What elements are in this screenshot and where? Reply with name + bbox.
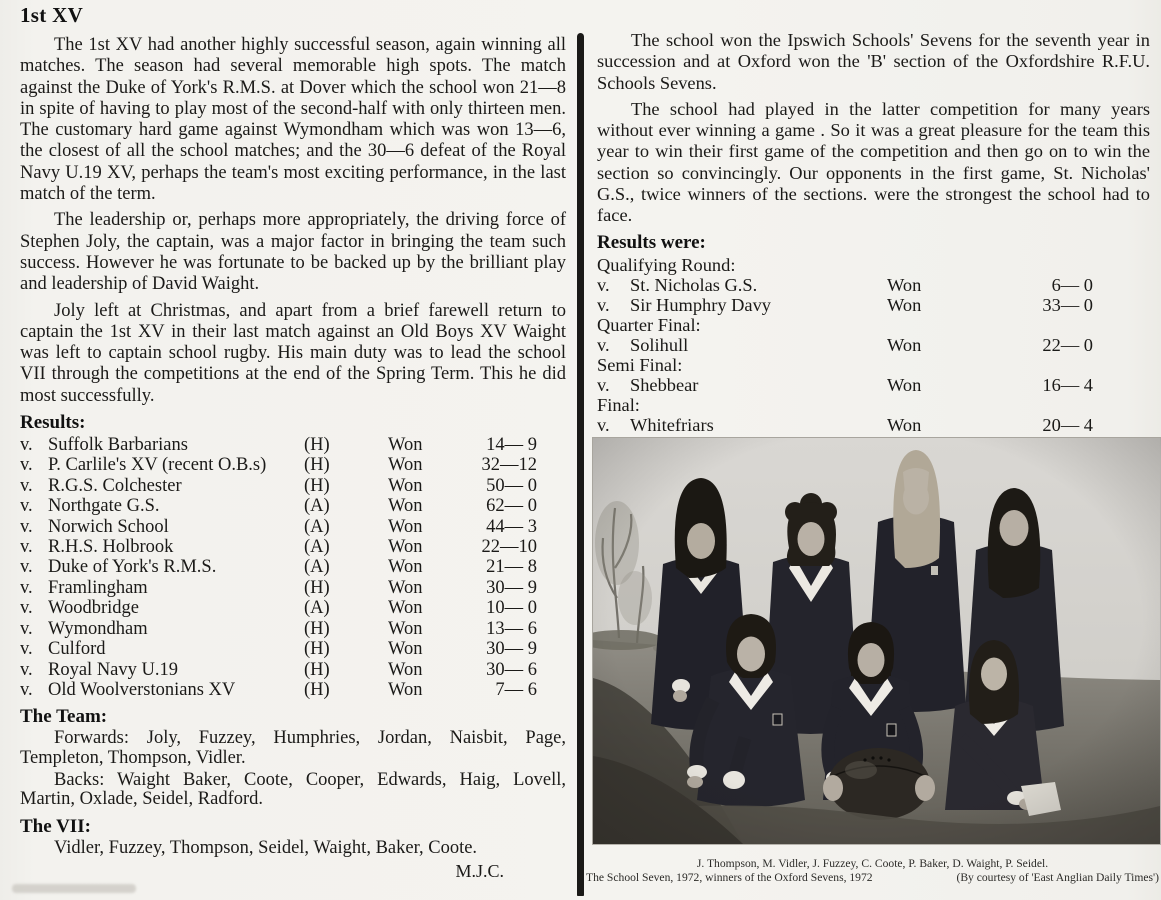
page-title: 1st XV xyxy=(20,3,84,27)
venue-indicator: (H) xyxy=(304,577,330,598)
team-photo xyxy=(592,437,1161,845)
result-row xyxy=(20,557,566,577)
result-row xyxy=(20,537,566,557)
result-row xyxy=(20,578,566,598)
match-score: 30— 9 xyxy=(486,639,537,660)
result-row xyxy=(20,455,566,475)
round-header-row xyxy=(597,315,1117,335)
match-score: 6— 0 xyxy=(1051,274,1093,295)
versus-label: v. xyxy=(597,274,610,295)
match-outcome: Won xyxy=(887,294,922,315)
venue-indicator: (H) xyxy=(304,435,330,456)
match-outcome: Won xyxy=(388,598,423,619)
result-row xyxy=(20,680,566,700)
venue-indicator: (A) xyxy=(304,598,330,619)
opponent-name: Shebbear xyxy=(630,374,699,395)
match-score: 30— 6 xyxy=(486,659,537,680)
author-initials: M.J.C. xyxy=(455,861,504,882)
match-score: 20— 4 xyxy=(1042,414,1093,435)
match-outcome: Won xyxy=(887,414,922,435)
opponent-name: R.G.S. Colchester xyxy=(48,475,182,496)
round-label: Semi Final: xyxy=(597,354,683,375)
versus-label: v. xyxy=(20,598,33,619)
match-outcome: Won xyxy=(887,274,922,295)
result-row xyxy=(20,660,566,680)
versus-label: v. xyxy=(20,435,33,456)
sevens-result-row xyxy=(597,335,1117,355)
match-score: 62— 0 xyxy=(486,496,537,517)
sevens-result-row xyxy=(597,375,1117,395)
opponent-name: Old Woolverstonians XV xyxy=(48,679,236,700)
match-outcome: Won xyxy=(388,557,423,578)
match-outcome: Won xyxy=(388,496,423,517)
match-score: 10— 0 xyxy=(486,598,537,619)
opponent-name: Solihull xyxy=(630,334,689,355)
opponent-name: Suffolk Barbarians xyxy=(48,435,188,456)
match-score: 30— 9 xyxy=(486,577,537,598)
versus-label: v. xyxy=(20,455,33,476)
paragraph-sevens-wins: The school won the Ipswich Schools' Sevens for the seventh year in succession and at Oxford won the 'B' section of the Oxfordshire R.F.U. Schools Sevens. xyxy=(597,30,1150,93)
opponent-name: Whitefriars xyxy=(630,414,714,435)
versus-label: v. xyxy=(597,414,610,435)
match-score: 21— 8 xyxy=(486,557,537,578)
result-row xyxy=(20,598,566,618)
sevens-result-row xyxy=(597,415,1117,435)
match-score: 22— 0 xyxy=(1042,334,1093,355)
results-heading: Results: xyxy=(20,412,86,434)
match-outcome: Won xyxy=(388,435,423,456)
versus-label: v. xyxy=(597,334,610,355)
match-outcome: Won xyxy=(388,537,423,558)
round-label: Quarter Final: xyxy=(597,314,701,335)
opponent-name: R.H.S. Holbrook xyxy=(48,537,174,558)
sevens-result-row xyxy=(597,275,1117,295)
versus-label: v. xyxy=(20,659,33,680)
paragraph-season-summary: The 1st XV had another highly successful season, again winning all matches. The season had several memorable high spots. The match against the Duke of York's R.M.S. at Dover which the school won 21—8 in spite of having to play most of the second-half with only thirteen men. The customary hard game against Wymondham which was won 13—6, the closest of all the school matches; and the 30—6 defeat of the Royal Navy U.19 XV, perhaps the team's most exciting performance, in the last match of the term. xyxy=(20,35,566,205)
match-score: 22—10 xyxy=(481,537,537,558)
round-label: Qualifying Round: xyxy=(597,254,736,275)
sevens-results-table xyxy=(597,255,1117,435)
sevens-results-heading: Results were: xyxy=(597,231,706,253)
venue-indicator: (H) xyxy=(304,659,330,680)
match-outcome: Won xyxy=(388,516,423,537)
opponent-name: St. Nicholas G.S. xyxy=(630,274,758,295)
match-score: 44— 3 xyxy=(486,516,537,537)
opponent-name: Royal Navy U.19 xyxy=(48,659,178,680)
versus-label: v. xyxy=(597,294,610,315)
venue-indicator: (A) xyxy=(304,537,330,558)
sevens-result-row xyxy=(597,295,1117,315)
backs-list: Backs: Waight Baker, Coote, Cooper, Edwards, Haig, Lovell, Martin, Oxlade, Seidel, Radford. xyxy=(20,769,566,809)
opponent-name: Northgate G.S. xyxy=(48,496,160,517)
opponent-name: Norwich School xyxy=(48,516,169,537)
match-outcome: Won xyxy=(388,618,423,639)
opponent-name: Wymondham xyxy=(48,618,148,639)
round-header-row xyxy=(597,355,1117,375)
venue-indicator: (A) xyxy=(304,557,330,578)
match-outcome: Won xyxy=(388,577,423,598)
match-outcome: Won xyxy=(388,475,423,496)
result-row xyxy=(20,435,566,455)
result-row xyxy=(20,517,566,537)
match-outcome: Won xyxy=(388,679,423,700)
venue-indicator: (A) xyxy=(304,496,330,517)
match-score: 14— 9 xyxy=(486,435,537,456)
photo-caption-title: The School Seven, 1972, winners of the Oxford Sevens, 1972 xyxy=(586,871,873,884)
match-score: 33— 0 xyxy=(1042,294,1093,315)
venue-indicator: (H) xyxy=(304,679,330,700)
match-outcome: Won xyxy=(388,659,423,680)
print-smudge xyxy=(12,884,136,893)
team-heading: The Team: xyxy=(20,706,108,728)
paragraph-leadership: The leadership or, perhaps more appropriately, the driving force of Stephen Joly, the captain, was a major factor in bringing the team such success. However he was fortunate to be backed up by the brilliant play and leadership of David Waight. xyxy=(20,210,566,295)
versus-label: v. xyxy=(20,516,33,537)
match-outcome: Won xyxy=(887,334,922,355)
venue-indicator: (H) xyxy=(304,475,330,496)
opponent-name: Sir Humphry Davy xyxy=(630,294,771,315)
result-row xyxy=(20,496,566,516)
versus-label: v. xyxy=(20,537,33,558)
match-score: 13— 6 xyxy=(486,618,537,639)
photo-caption xyxy=(586,857,1159,884)
versus-label: v. xyxy=(20,577,33,598)
forwards-list: Forwards: Joly, Fuzzey, Humphries, Jordan, Naisbit, Page, Templeton, Thompson, Vidler. xyxy=(20,728,566,768)
vii-list: Vidler, Fuzzey, Thompson, Seidel, Waight, Baker, Coote. xyxy=(54,838,478,859)
opponent-name: Woodbridge xyxy=(48,598,139,619)
vii-heading: The VII: xyxy=(20,816,91,838)
venue-indicator: (H) xyxy=(304,455,330,476)
match-score: 50— 0 xyxy=(486,475,537,496)
round-header-row xyxy=(597,395,1117,415)
result-row xyxy=(20,619,566,639)
versus-label: v. xyxy=(20,496,33,517)
paragraph-joly-waight: Joly left at Christmas, and apart from a brief farewell return to captain the 1st XV in their last match against an Old Boys XV Waight was left to captain school rugby. His main duty was to lead the school VII through the competitions at the end of the Spring Term. This he did most successfully. xyxy=(20,300,566,406)
versus-label: v. xyxy=(20,679,33,700)
right-column xyxy=(597,30,1150,435)
versus-label: v. xyxy=(20,475,33,496)
opponent-name: P. Carlile's XV (recent O.B.s) xyxy=(48,455,267,476)
venue-indicator: (A) xyxy=(304,516,330,537)
paragraph-oxford-competition: The school had played in the latter competition for many years without ever winning a game . So it was a great pleasure for the team this year to win their first game of the competition and then go on to win the section so convincingly. Our opponents in the first game, St. Nicholas' G.S., twice winners of the sections. were the strongest the school had to face. xyxy=(597,98,1150,226)
match-score: 32—12 xyxy=(481,455,537,476)
match-outcome: Won xyxy=(887,374,922,395)
photo-caption-credit: (By courtesy of 'East Anglian Daily Times') xyxy=(956,871,1159,884)
venue-indicator: (H) xyxy=(304,618,330,639)
match-score: 16— 4 xyxy=(1042,374,1093,395)
column-divider xyxy=(577,33,584,896)
round-label: Final: xyxy=(597,394,640,415)
versus-label: v. xyxy=(20,618,33,639)
versus-label: v. xyxy=(20,639,33,660)
match-outcome: Won xyxy=(388,639,423,660)
result-row xyxy=(20,476,566,496)
photo-vignette xyxy=(593,438,1160,844)
round-header-row xyxy=(597,255,1117,275)
opponent-name: Framlingham xyxy=(48,577,148,598)
left-column xyxy=(20,3,566,882)
match-score: 7— 6 xyxy=(495,679,537,700)
versus-label: v. xyxy=(597,374,610,395)
versus-label: v. xyxy=(20,557,33,578)
opponent-name: Culford xyxy=(48,639,106,660)
match-outcome: Won xyxy=(388,455,423,476)
opponent-name: Duke of York's R.M.S. xyxy=(48,557,217,578)
venue-indicator: (H) xyxy=(304,639,330,660)
result-row xyxy=(20,639,566,659)
team-photo-graphic xyxy=(593,438,1160,844)
results-table xyxy=(20,435,566,700)
photo-caption-names: J. Thompson, M. Vidler, J. Fuzzey, C. Coote, P. Baker, D. Waight, P. Seidel. xyxy=(696,857,1049,870)
